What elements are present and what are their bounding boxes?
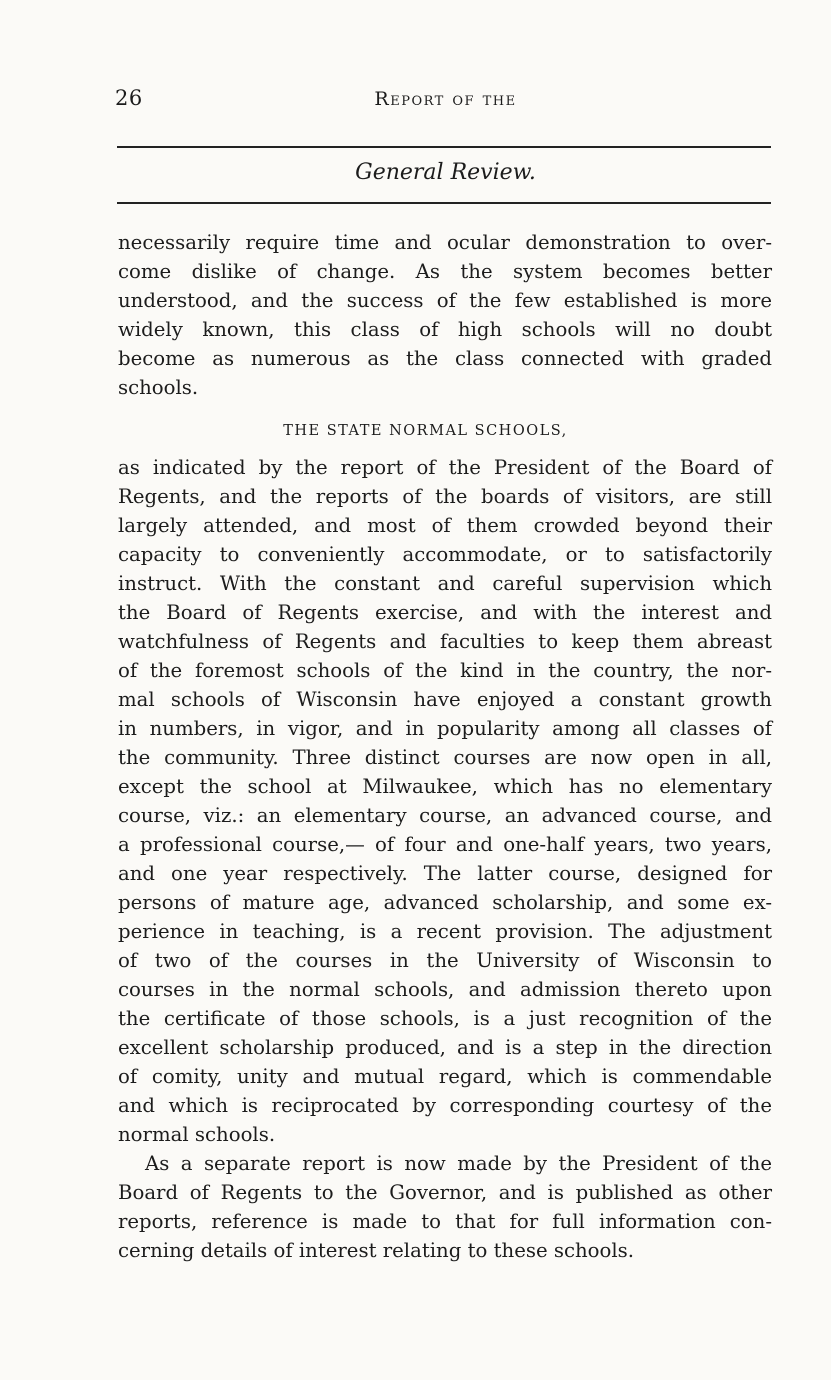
text-line: as indicated by the report of the President of the Board of: [118, 456, 772, 479]
paragraph-1: [118, 228, 772, 402]
text-line: widely known, this class of high schools will no doubt: [118, 318, 772, 341]
text-line: of the foremost schools of the kind in the country, the nor-: [118, 659, 772, 682]
text-line: schools.: [118, 376, 199, 399]
text-line: come dislike of change. As the system becomes better: [118, 260, 772, 283]
running-head: Report of the: [374, 88, 517, 110]
paragraph-2: [118, 453, 772, 1149]
text-line: largely attended, and most of them crowded beyond their: [118, 514, 772, 537]
text-line: perience in teaching, is a recent provision. The adjustment: [118, 920, 772, 943]
text-line: reports, reference is made to that for full information con-: [118, 1210, 772, 1233]
section-title: General Review.: [355, 160, 536, 185]
text-line: understood, and the success of the few established is more: [118, 289, 772, 312]
text-line: As a separate report is now made by the President of the: [145, 1152, 772, 1175]
text-line: normal schools.: [118, 1123, 276, 1146]
text-line: necessarily require time and ocular demonstration to over-: [118, 231, 772, 254]
subheading-normal-schools: THE STATE NORMAL SCHOOLS,: [283, 423, 568, 439]
text-line: in numbers, in vigor, and in popularity among all classes of: [118, 717, 772, 740]
text-line: watchfulness of Regents and faculties to keep them abreast: [118, 630, 772, 653]
text-line: Regents, and the reports of the boards of visitors, are still: [118, 485, 772, 508]
text-line: a professional course,— of four and one-half years, two years,: [118, 833, 772, 856]
text-line: courses in the normal schools, and admission thereto upon: [118, 978, 772, 1001]
text-line: course, viz.: an elementary course, an advanced course, and: [118, 804, 772, 827]
text-line: and which is reciprocated by corresponding courtesy of the: [118, 1094, 772, 1117]
paragraph-3: [118, 1149, 772, 1265]
text-line: become as numerous as the class connected with graded: [118, 347, 772, 370]
text-line: instruct. With the constant and careful supervision which: [118, 572, 772, 595]
text-line: of comity, unity and mutual regard, which is commendable: [118, 1065, 772, 1088]
page-number: 26: [115, 86, 143, 110]
text-line: capacity to conveniently accommodate, or to satisfactorily: [118, 543, 772, 566]
text-line: Board of Regents to the Governor, and is published as other: [118, 1181, 772, 1204]
text-line: except the school at Milwaukee, which has no elementary: [118, 775, 772, 798]
text-line: excellent scholarship produced, and is a step in the direction: [118, 1036, 772, 1059]
text-line: the Board of Regents exercise, and with the interest and: [118, 601, 772, 624]
text-line: the community. Three distinct courses are now open in all,: [118, 746, 772, 769]
text-line: of two of the courses in the University of Wisconsin to: [118, 949, 772, 972]
text-line: cerning details of interest relating to these schools.: [118, 1239, 635, 1262]
header-rule-top: [117, 146, 771, 148]
text-line: persons of mature age, advanced scholarship, and some ex-: [118, 891, 772, 914]
text-line: and one year respectively. The latter course, designed for: [118, 862, 772, 885]
header-rule-bottom: [117, 202, 771, 204]
text-line: the certificate of those schools, is a just recognition of the: [118, 1007, 772, 1030]
text-line: mal schools of Wisconsin have enjoyed a constant growth: [118, 688, 772, 711]
